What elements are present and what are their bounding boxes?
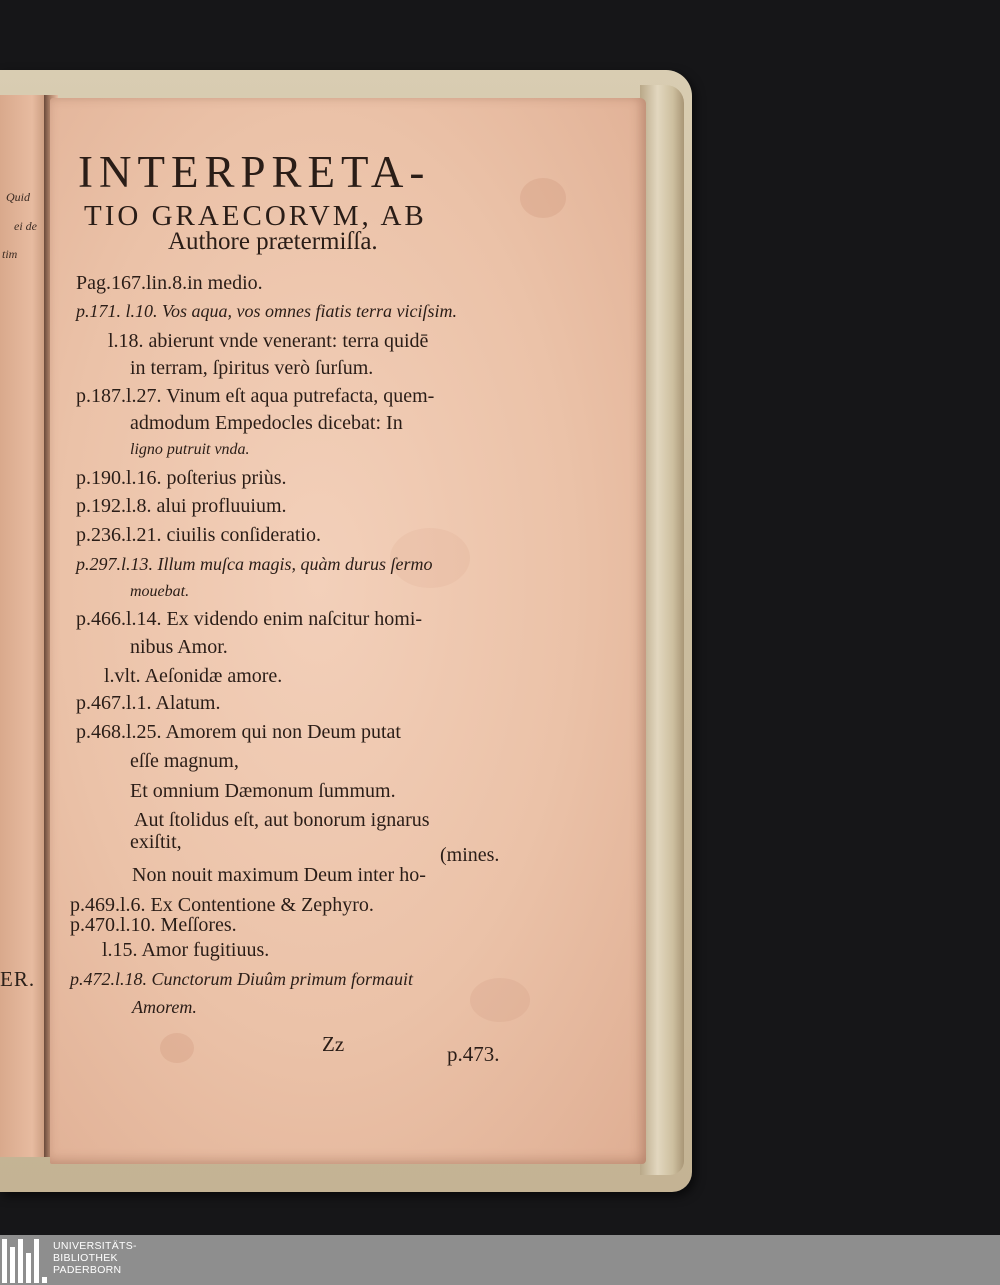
left-page-fragment: tim <box>2 247 18 261</box>
text-line: p.236.l.21. ciuilis conſideratio. <box>76 524 321 546</box>
text-line: p.187.l.27. Vinum eſt aqua putrefacta, quem- <box>76 385 435 407</box>
text-line: nibus Amor. <box>130 636 228 658</box>
text-line: (mines. <box>440 844 500 866</box>
text-line: Et omnium Dæmonum ſummum. <box>130 780 396 802</box>
text-line: l.15. Amor fugitiuus. <box>102 939 270 961</box>
text-line: admodum Empedocles dicebat: In <box>130 412 403 434</box>
text-line: Aut ſtolidus eſt, aut bonorum ignarus <box>134 809 430 831</box>
text-line: exiſtit, <box>130 831 182 853</box>
text-line: p.466.l.14. Ex videndo enim naſcitur homi- <box>76 608 423 630</box>
heading-line-2: TIO GRAECORVM, AB <box>84 200 427 232</box>
text-line: l.18. abierunt vnde venerant: terra quidē <box>108 330 429 352</box>
text-line: p.472.l.18. Cunctorum Diuûm primum formauit <box>70 969 414 989</box>
text-line: in terram, ſpiritus verò ſurſum. <box>130 357 374 379</box>
left-page-edge <box>0 95 47 1157</box>
signature-mark: Zz <box>322 1032 345 1056</box>
text-line: ligno putruit vnda. <box>130 441 250 458</box>
text-line: Non nouit maximum Deum inter ho- <box>132 864 426 886</box>
text-line: p.470.l.10. Meſſores. <box>70 914 237 936</box>
text-line: p.192.l.8. alui profluuium. <box>76 495 287 517</box>
text-line: eſſe magnum, <box>130 750 239 772</box>
library-footer <box>0 1235 1000 1285</box>
library-logo-icon <box>2 1239 46 1283</box>
paper-stain <box>470 978 530 1022</box>
library-name-line: BIBLIOTHEK <box>53 1252 118 1264</box>
text-line: p.467.l.1. Alatum. <box>76 692 221 714</box>
paper-stain <box>160 1033 194 1063</box>
heading-line-3: Authore prætermiſſa. <box>168 228 378 255</box>
library-name <box>53 1240 137 1276</box>
text-line: Pag.167.lin.8.in medio. <box>76 272 263 294</box>
heading-line-1: INTERPRETA- <box>78 147 431 197</box>
left-page-fragment: Quid <box>6 190 30 204</box>
text-line: p.469.l.6. Ex Contentione & Zephyro. <box>70 894 374 916</box>
library-name-line: PADERBORN <box>53 1264 122 1276</box>
text-line: p.190.l.16. poſterius priùs. <box>76 467 287 489</box>
text-line: Amorem. <box>132 997 197 1017</box>
catchword: p.473. <box>447 1042 500 1066</box>
library-name-line: UNIVERSITÄTS- <box>53 1240 137 1252</box>
text-line: l.vlt. Aeſonidæ amore. <box>104 665 283 687</box>
left-page-fragment: ER. <box>0 967 36 991</box>
text-line: p.171. l.10. Vos aqua, vos omnes fiatis terra viciſsim. <box>76 301 457 321</box>
text-line: p.297.l.13. Illum muſca magis, quàm durus ſermo <box>76 554 433 574</box>
text-line: mouebat. <box>130 583 190 600</box>
text-line: p.468.l.25. Amorem qui non Deum putat <box>76 721 401 743</box>
left-page-fragment: ei de <box>14 219 37 233</box>
binding-fore-edge <box>640 85 684 1175</box>
